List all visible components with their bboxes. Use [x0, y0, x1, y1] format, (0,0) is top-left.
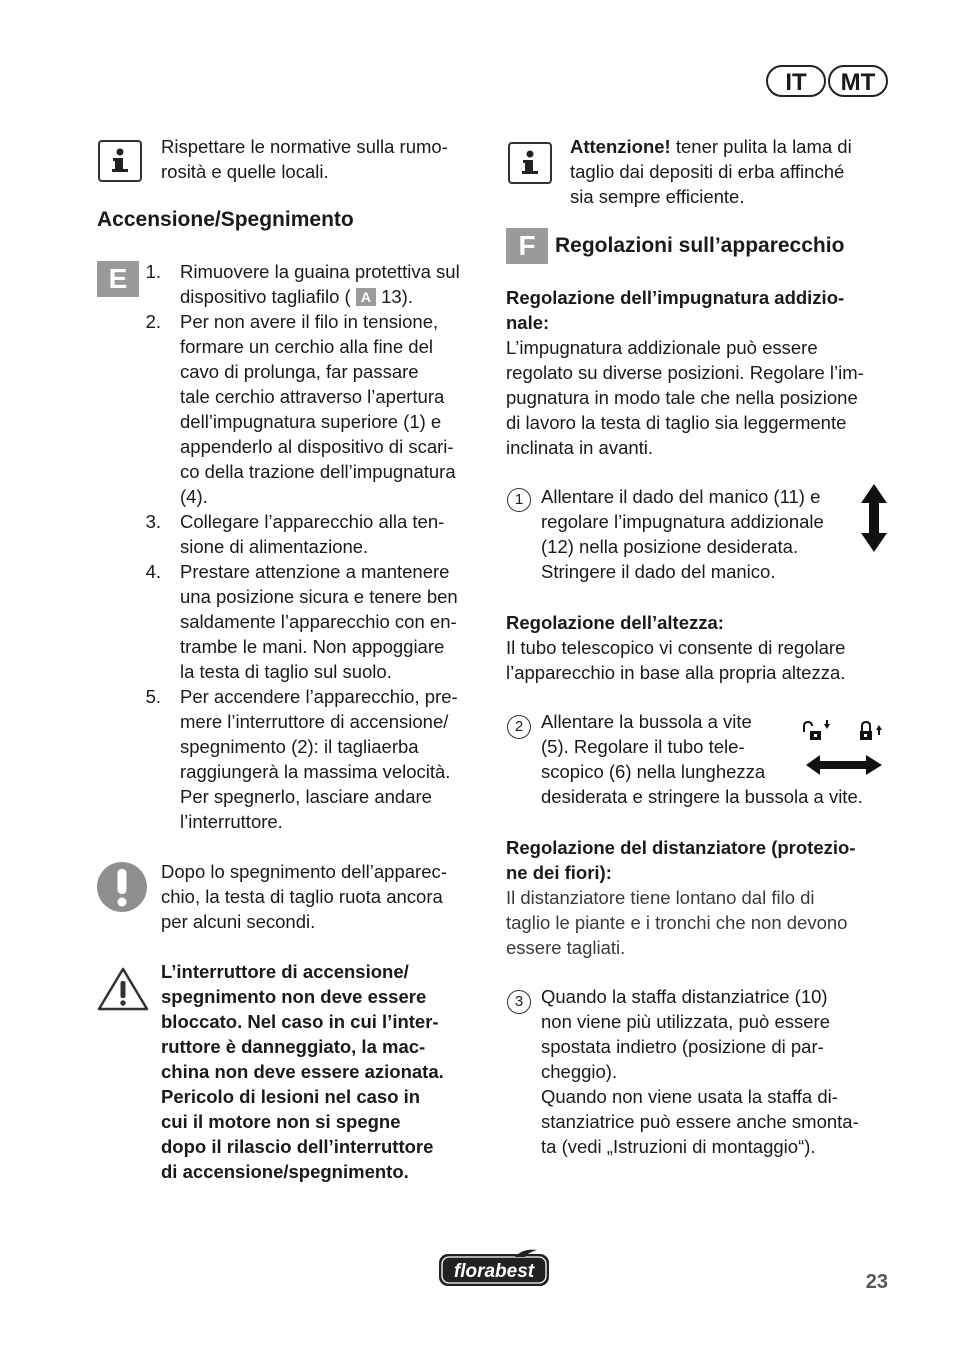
svg-text:florabest: florabest [453, 1261, 535, 1282]
attention-note: Attenzione! tener pulita la lama di taglio dai depositi di erba affinché sia sempre efficiente. [570, 136, 852, 207]
subheading-height: Regolazione dell’altezza: [506, 612, 724, 633]
step-circle-1: 1 [507, 488, 531, 512]
subheading-grip: Regolazione dell’impugnatura addizio- nale: [506, 287, 845, 333]
language-badge-it: IT [766, 65, 826, 97]
step-circle-2: 2 [507, 715, 531, 739]
paragraph-grip: L’impugnatura addizionale può essere regolato su diverse posizioni. Regolare l’im- pugnatura in modo tale che nella posizione di lavoro la testa di taglio sia leggermente inclinata in avanti. [506, 337, 864, 458]
step-text: Allentare la bussola a vite (5). Regolare il tubo tele- scopico (6) nella lunghezza desiderata e stringere la bussola a vite. [541, 711, 863, 807]
step-text: Prestare attenzione a mantenere una posizione sicura e tenere ben saldamente l’apparecchio con en- trambe le mani. Non appoggiare la testa di taglio sul suolo. [180, 561, 458, 682]
step-text: Allentare il dado del manico (11) e regolare l’impugnatura addizionale (12) nella posizione desiderata. Stringere il dado del manico. [541, 486, 824, 582]
step-text: Collegare l’apparecchio alla ten- sione di alimentazione. [180, 511, 445, 557]
step-number: 5. [145, 686, 161, 707]
language-badge-mt: MT [828, 65, 888, 97]
florabest-logo [437, 1248, 551, 1288]
step-number: 3. [145, 511, 161, 532]
step-text: Per accendere l’apparecchio, pre- mere l’interruttore di accensione/ spegnimento (2): il tagliaerba raggiungerà la massima velocità. Per spegnerlo, lasciare andare l’interruttore. [180, 686, 458, 832]
section-letter-f: F [506, 228, 548, 264]
notice-text: Dopo lo spegnimento dell’apparec- chio, la testa di taglio ruota ancora per alcuni secondi. [161, 861, 447, 932]
step-text: Per non avere il filo in tensione, formare un cerchio alla fine del cavo di prolunga, far passare tale cerchio attraverso l’apertura dell’impugnatura superiore (1) e appenderlo al dispositivo di scari- co della trazione dell’impugnatura (4). [180, 311, 456, 507]
paragraph-height: Il tubo telescopico vi consente di regolare l’apparecchio in base alla propria altezza. [506, 637, 846, 683]
step-circle-3: 3 [507, 990, 531, 1014]
lock-unlock-icon [796, 720, 890, 780]
section-letter-e: E [97, 261, 139, 297]
info-icon [508, 142, 552, 184]
step-number: 2. [145, 311, 161, 332]
vertical-double-arrow-icon [860, 483, 888, 553]
step-text: Rimuovere la guaina protettiva sul dispositivo tagliafilo ( A 13). [180, 261, 460, 307]
info-note: Rispettare le normative sulla rumo- rosità e quelle locali. [161, 136, 448, 182]
page-number: 23 [865, 1271, 888, 1293]
warning-triangle-icon [97, 966, 149, 1012]
step-number: 4. [145, 561, 161, 582]
paragraph-spacer: Il distanziatore tiene lontano dal filo di taglio le piante e i tronchi che non devono essere tagliati. [506, 887, 848, 958]
step-number: 1. [145, 261, 161, 282]
figure-a-badge: A [356, 288, 376, 306]
section-heading: Regolazioni sull’apparecchio [555, 234, 845, 257]
info-icon [98, 140, 142, 182]
warning-text: L’interruttore di accensione/ spegnimento non deve essere bloccato. Nel caso in cui l’inter- ruttore è danneggiato, la mac- china non deve essere azionata. Pericolo di lesioni nel caso in cui il motore non si spegne dopo il rilascio dell’interruttore di accensione/spegnimento. [161, 961, 444, 1182]
subheading-spacer: Regolazione del distanziatore (protezio- ne dei fiori): [506, 837, 856, 883]
exclamation-circle-icon [96, 861, 148, 913]
section-heading: Accensione/Spegnimento [97, 208, 354, 231]
step-text: Quando la staffa distanziatrice (10) non viene più utilizzata, può essere spostata indietro (posizione di par- cheggio). Quando non viene usata la staffa di- stanziatrice può essere anche smonta- ta (vedi „Istruzioni di montaggio“). [541, 986, 859, 1157]
